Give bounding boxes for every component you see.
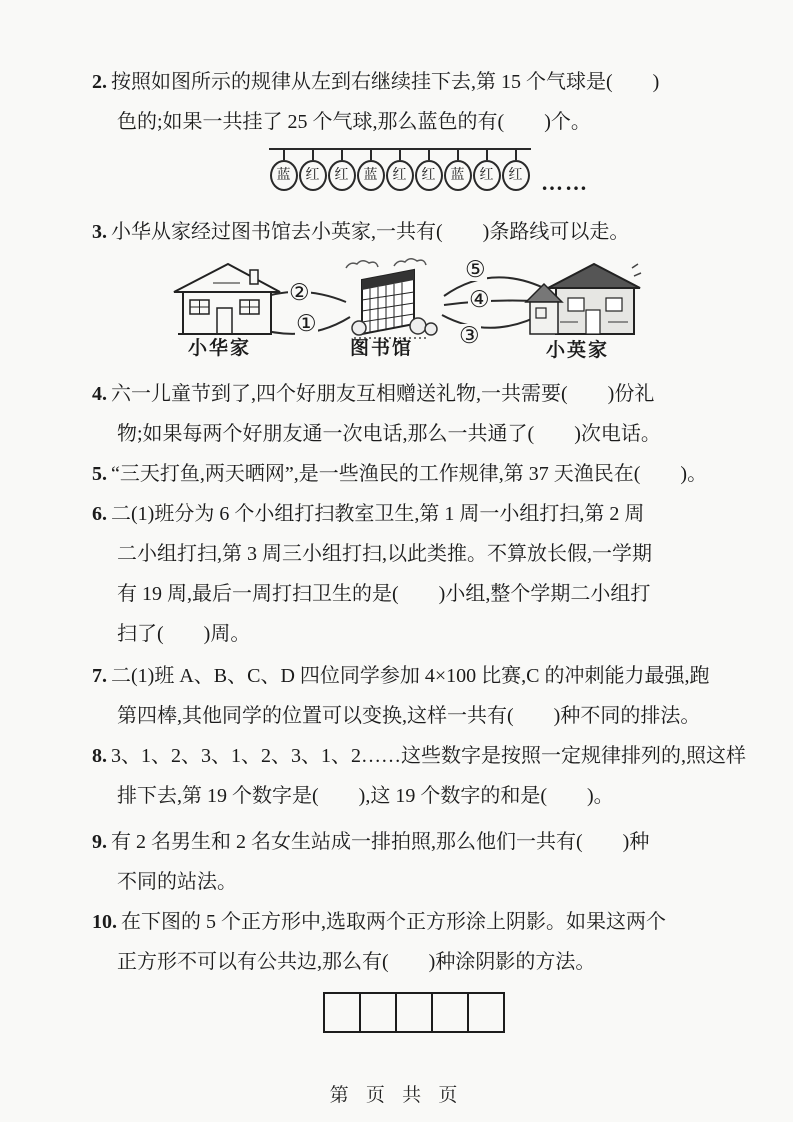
balloon (472, 150, 501, 191)
question-8-text: 3、1、2、3、1、2、3、1、2……这些数字是按照一定规律排列的,照这样 (111, 745, 746, 767)
question-8-number: 8. (92, 745, 107, 767)
question-4-number: 4. (92, 383, 107, 405)
question-8-line-2: 排下去,第 19 个数字是( ),这 19 个数字的和是( )。 (117, 785, 614, 807)
question-10-line-1 (92, 902, 710, 942)
square-cell (323, 992, 361, 1033)
square-cell (395, 992, 433, 1033)
question-7-text: 二(1)班 A、B、C、D 四位同学参加 4×100 比赛,C 的冲刺能力最强,跑 (111, 665, 710, 687)
question-8-line-1 (92, 736, 746, 776)
worksheet-content (92, 62, 746, 1033)
question-2-text: 按照如图所示的规律从左到右继续挂下去,第 15 个气球是( ) (111, 71, 660, 93)
balloon (298, 150, 327, 191)
question-4-line-1 (92, 374, 710, 414)
balloon-label: 红 (386, 160, 414, 191)
balloon (269, 150, 298, 191)
question-4 (92, 374, 710, 454)
question-9-line-1 (92, 822, 710, 862)
library-label: 图书馆 (350, 338, 414, 359)
balloon-string (399, 150, 401, 160)
balloon-label: 红 (473, 160, 501, 191)
question-10-line-2: 正方形不可以有公共边,那么有( )种涂阴影的方法。 (117, 951, 596, 973)
five-squares-figure (323, 992, 505, 1033)
question-3 (92, 212, 710, 366)
balloon-label: 红 (415, 160, 443, 191)
question-10-text: 在下图的 5 个正方形中,选取两个正方形涂上阴影。如果这两个 (121, 911, 666, 933)
balloon (501, 150, 530, 191)
balloon-row (269, 150, 531, 191)
library-illustration (332, 254, 446, 344)
route-5-label: ⑤ (465, 257, 486, 282)
question-2-line-1 (92, 62, 710, 102)
question-9 (92, 822, 710, 902)
route-1-label: ① (296, 311, 317, 336)
balloon-string (341, 150, 343, 160)
question-3-line-1 (92, 212, 710, 252)
route-4-label: ④ (469, 287, 490, 312)
question-6-line-4: 扫了( )周。 (117, 623, 251, 645)
route-2-label: ② (289, 280, 310, 305)
balloon-label: 蓝 (270, 160, 298, 191)
question-7-line-2: 第四棒,其他同学的位置可以变换,这样一共有( )种不同的排法。 (117, 705, 701, 727)
route-map-figure (92, 254, 710, 366)
balloon-string (283, 150, 285, 160)
xiaoying-house-illustration (520, 256, 642, 342)
question-6-line-3: 有 19 周,最后一周打扫卫生的是( )小组,整个学期二小组打 (117, 583, 651, 605)
xiaoying-home-label: 小英家 (546, 340, 610, 361)
question-5-number: 5. (92, 463, 107, 485)
question-5-line-1 (92, 454, 710, 494)
balloon-string (486, 150, 488, 160)
question-6 (92, 494, 710, 654)
question-7-line-1 (92, 656, 710, 696)
question-6-text: 二(1)班分为 6 个小组打扫教室卫生,第 1 周一小组打扫,第 2 周 (111, 503, 645, 525)
balloon (356, 150, 385, 191)
question-9-line-2: 不同的站法。 (117, 871, 237, 893)
square-cell (359, 992, 397, 1033)
question-2-number: 2. (92, 71, 107, 93)
page-footer: 第 页 共 页 (329, 1085, 464, 1106)
question-10 (92, 902, 710, 1033)
balloon-string (457, 150, 459, 160)
balloon-string (370, 150, 372, 160)
route-3-label: ③ (459, 323, 480, 348)
question-4-text: 六一儿童节到了,四个好朋友互相赠送礼物,一共需要( )份礼 (111, 383, 655, 405)
balloon-label: 蓝 (444, 160, 472, 191)
xiaohua-house-illustration (170, 258, 284, 338)
xiaohua-home-label: 小华家 (188, 338, 252, 359)
balloon-label: 红 (299, 160, 327, 191)
square-cell (467, 992, 505, 1033)
question-9-number: 9. (92, 831, 107, 853)
question-2 (92, 62, 710, 200)
ellipsis: …… (541, 170, 589, 195)
question-10-number: 10. (92, 911, 117, 933)
question-5 (92, 454, 710, 494)
question-5-text: “三天打鱼,两天晒网”,是一些渔民的工作规律,第 37 天渔民在( )。 (111, 463, 708, 485)
question-3-text: 小华从家经过图书馆去小英家,一共有( )条路线可以走。 (111, 221, 630, 243)
balloon-string (515, 150, 517, 160)
balloon (385, 150, 414, 191)
balloon (443, 150, 472, 191)
question-8 (92, 736, 746, 816)
question-7-number: 7. (92, 665, 107, 687)
balloon-label: 蓝 (357, 160, 385, 191)
square-cell (431, 992, 469, 1033)
question-7 (92, 656, 710, 736)
question-2-line-2: 色的;如果一共挂了 25 个气球,那么蓝色的有( )个。 (117, 111, 591, 133)
balloon-string (428, 150, 430, 160)
balloon-label: 红 (502, 160, 530, 191)
balloon (327, 150, 356, 191)
question-9-text: 有 2 名男生和 2 名女生站成一排拍照,那么他们一共有( )种 (111, 831, 650, 853)
balloon-label: 红 (328, 160, 356, 191)
balloon (414, 150, 443, 191)
question-6-line-2: 二小组打扫,第 3 周三小组打扫,以此类推。不算放长假,一学期 (117, 543, 652, 565)
balloon-string (312, 150, 314, 160)
question-6-number: 6. (92, 503, 107, 525)
balloon-pattern-figure (269, 148, 609, 200)
question-4-line-2: 物;如果每两个好朋友通一次电话,那么一共通了( )次电话。 (117, 423, 661, 445)
question-6-line-1 (92, 494, 710, 534)
question-3-number: 3. (92, 221, 107, 243)
